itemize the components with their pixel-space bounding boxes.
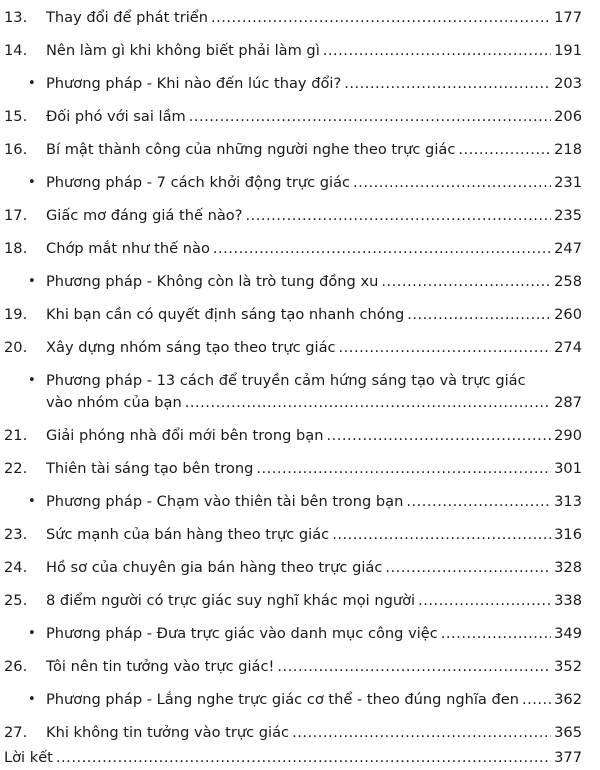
toc-entry[interactable]: [0, 7, 600, 29]
entry-page: 290: [554, 427, 582, 444]
entry-number: 17.: [4, 207, 28, 224]
entry-title: Phương pháp - Chạm vào thiên tài bên trong bạn: [46, 493, 404, 510]
bullet-icon: •: [28, 274, 36, 289]
toc-method-entry[interactable]: [0, 623, 600, 645]
toc-entry[interactable]: [0, 337, 600, 359]
entry-title: Nên làm gì khi không biết phải làm gì: [46, 42, 320, 59]
dot-leader: [323, 40, 551, 62]
entry-number: 25.: [4, 592, 28, 609]
dot-leader: [277, 656, 551, 678]
entry-title: Giấc mơ đáng giá thế nào?: [46, 207, 243, 224]
dot-leader: [332, 524, 551, 546]
entry-page: 247: [554, 240, 582, 257]
toc-entry[interactable]: [0, 40, 600, 62]
entry-title: 8 điểm người có trực giác suy nghĩ khác mọi người: [46, 592, 416, 609]
dot-leader: [185, 392, 551, 414]
entry-number: 20.: [4, 339, 28, 356]
dot-leader: [458, 139, 551, 161]
entry-title: Xây dựng nhóm sáng tạo theo trực giác: [46, 339, 336, 356]
toc-entry[interactable]: [0, 524, 600, 546]
bullet-icon: •: [28, 494, 36, 509]
entry-page: 316: [554, 526, 582, 543]
entry-page: 352: [554, 658, 582, 675]
entry-number: 22.: [4, 460, 28, 477]
dot-leader: [344, 73, 551, 95]
dot-leader: [245, 205, 551, 227]
entry-title: Phương pháp - 7 cách khởi động trực giác: [46, 174, 351, 191]
entry-page: 231: [554, 174, 582, 191]
entry-title: Phương pháp - Không còn là trò tung đồng xu: [46, 273, 379, 290]
dot-leader: [211, 7, 551, 29]
toc-method-entry-continued[interactable]: [0, 392, 600, 414]
entry-title: Thiên tài sáng tạo bên trong: [46, 460, 254, 477]
entry-title: Thay đổi để phát triển: [46, 9, 208, 26]
entry-title: Chớp mắt như thế nào: [46, 240, 210, 257]
toc-entry[interactable]: [0, 590, 600, 612]
dot-leader: [189, 106, 551, 128]
entry-title: Lời kết: [4, 749, 53, 766]
dot-leader: [213, 238, 551, 260]
dot-leader: [441, 623, 551, 645]
entry-page: 287: [554, 394, 582, 411]
dot-leader: [256, 458, 551, 480]
entry-number: 24.: [4, 559, 28, 576]
toc-method-entry[interactable]: [0, 689, 600, 711]
entry-title: Hồ sơ của chuyên gia bán hàng theo trực giác: [46, 559, 383, 576]
entry-page: 203: [554, 75, 582, 92]
entry-title: Khi bạn cần có quyết định sáng tạo nhanh chóng: [46, 306, 405, 323]
toc-entry[interactable]: [0, 425, 600, 447]
dot-leader: [292, 722, 551, 744]
entry-number: 21.: [4, 427, 28, 444]
bullet-icon: •: [28, 626, 36, 641]
entry-page: 349: [554, 625, 582, 642]
entry-title: Phương pháp - Lắng nghe trực giác cơ thể - theo đúng nghĩa đen: [46, 691, 519, 708]
toc-entry[interactable]: [0, 139, 600, 161]
dot-leader: [326, 425, 551, 447]
bullet-icon: •: [28, 76, 36, 91]
entry-page: 206: [554, 108, 582, 125]
dot-leader: [406, 491, 551, 513]
entry-title: Phương pháp - Đưa trực giác vào danh mục công việc: [46, 625, 438, 642]
entry-number: 23.: [4, 526, 28, 543]
entry-number: 19.: [4, 306, 28, 323]
toc-entry[interactable]: [0, 238, 600, 260]
toc-method-entry[interactable]: [0, 172, 600, 194]
entry-page: 258: [554, 273, 582, 290]
toc-entry[interactable]: [0, 304, 600, 326]
dot-leader: [385, 557, 551, 579]
entry-number: 16.: [4, 141, 28, 158]
dot-leader: [381, 271, 551, 293]
entry-title: Giải phóng nhà đổi mới bên trong bạn: [46, 427, 324, 444]
entry-title: Tôi nên tin tưởng vào trực giác!: [46, 658, 275, 675]
entry-page: 313: [554, 493, 582, 510]
entry-page: 377: [554, 749, 582, 766]
entry-page: 235: [554, 207, 582, 224]
dot-leader: [522, 689, 551, 711]
dot-leader: [56, 747, 551, 769]
entry-page: 365: [554, 724, 582, 741]
entry-page: 301: [554, 460, 582, 477]
bullet-icon: •: [28, 692, 36, 707]
entry-page: 362: [554, 691, 582, 708]
entry-page: 260: [554, 306, 582, 323]
toc-method-entry[interactable]: [0, 370, 600, 392]
bullet-icon: •: [28, 175, 36, 190]
entry-number: 27.: [4, 724, 28, 741]
dot-leader: [407, 304, 551, 326]
dot-leader: [339, 337, 551, 359]
entry-page: 177: [554, 9, 582, 26]
entry-page: 274: [554, 339, 582, 356]
toc-method-entry[interactable]: [0, 73, 600, 95]
toc-entry[interactable]: [0, 106, 600, 128]
bullet-icon: •: [28, 373, 36, 388]
dot-leader: [353, 172, 551, 194]
toc-entry[interactable]: [0, 557, 600, 579]
entry-title: Khi không tin tưởng vào trực giác: [46, 724, 290, 741]
entry-number: 14.: [4, 42, 28, 59]
toc-entry[interactable]: [0, 722, 600, 744]
toc-method-entry[interactable]: [0, 271, 600, 293]
entry-number: 13.: [4, 9, 28, 26]
toc-entry[interactable]: [0, 205, 600, 227]
entry-page: 328: [554, 559, 582, 576]
entry-number: 26.: [4, 658, 28, 675]
toc-entry[interactable]: [0, 656, 600, 678]
toc-method-entry[interactable]: [0, 491, 600, 513]
entry-title-line1: Phương pháp - 13 cách để truyền cảm hứng sáng tạo và trực giác: [46, 372, 526, 389]
entry-title: Phương pháp - Khi nào đến lúc thay đổi?: [46, 75, 342, 92]
dot-leader: [418, 590, 551, 612]
toc-entry-epilogue[interactable]: [0, 747, 600, 769]
toc-entry[interactable]: [0, 458, 600, 480]
entry-number: 18.: [4, 240, 28, 257]
entry-title: Bí mật thành công của những người nghe theo trực giác: [46, 141, 456, 158]
entry-page: 218: [554, 141, 582, 158]
entry-title: vào nhóm của bạn: [46, 394, 182, 411]
entry-page: 338: [554, 592, 582, 609]
entry-title: Sức mạnh của bán hàng theo trực giác: [46, 526, 330, 543]
entry-number: 15.: [4, 108, 28, 125]
entry-title: Đối phó với sai lầm: [46, 108, 186, 125]
entry-page: 191: [554, 42, 582, 59]
